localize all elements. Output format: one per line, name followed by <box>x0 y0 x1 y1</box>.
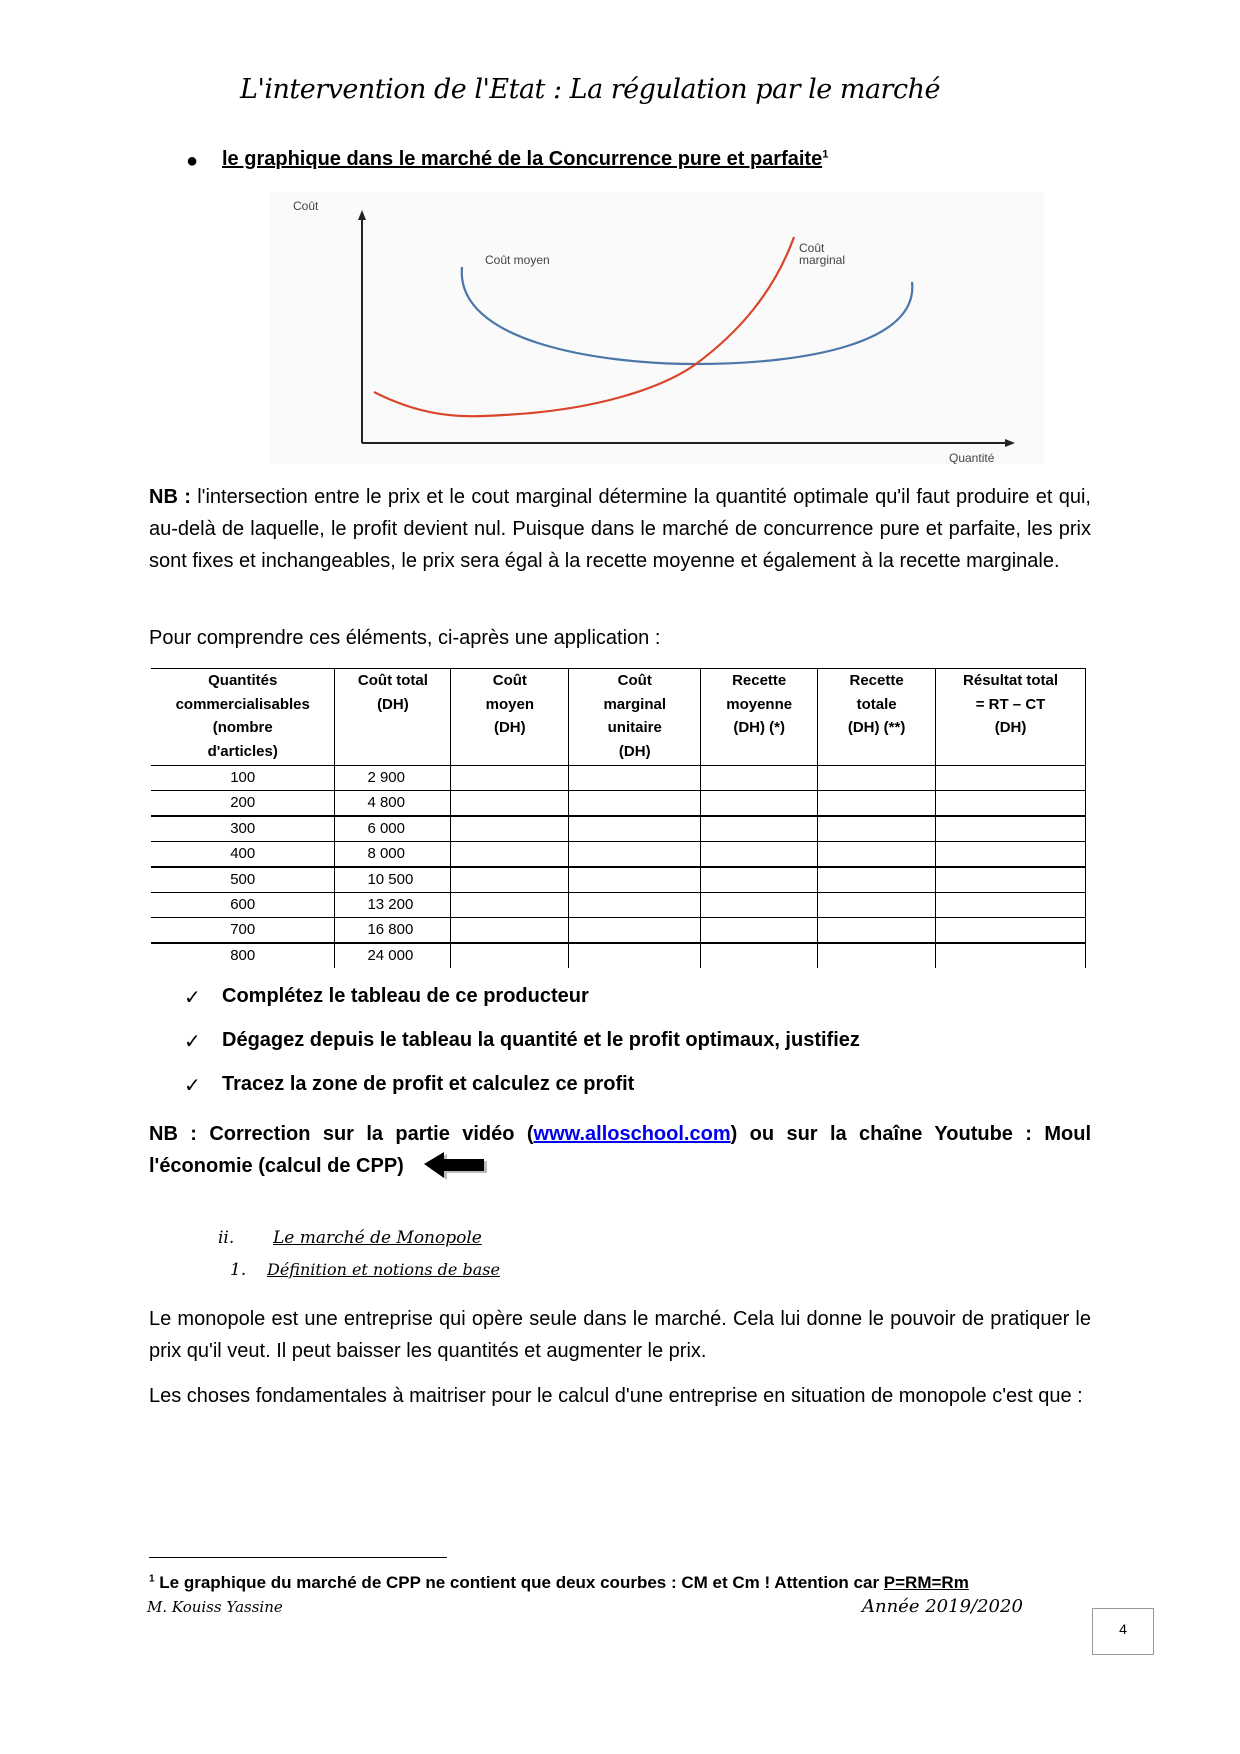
table-cell-empty[interactable] <box>569 766 701 791</box>
column-header-line: (DH) (**) <box>847 719 906 736</box>
section-heading-text: le graphique dans le marché de la Concurrence pure et parfaite <box>222 148 823 170</box>
table-cell-empty[interactable] <box>701 867 818 893</box>
table-cell-empty[interactable] <box>818 766 936 791</box>
task-item: Tracez la zone de profit et calculez ce profit <box>222 1073 635 1095</box>
column-header <box>151 669 335 766</box>
table-cell-empty[interactable] <box>936 791 1086 817</box>
column-header-line: Quantités <box>208 672 278 689</box>
checkmark-icon: ✓ <box>184 1031 201 1053</box>
subsection1-title: Définition et notions de base <box>267 1260 500 1279</box>
table-cell: 700 <box>151 918 335 944</box>
column-header <box>335 669 451 766</box>
table-cell-empty[interactable] <box>818 918 936 944</box>
table-cell-empty[interactable] <box>451 766 569 791</box>
table-cell-empty[interactable] <box>936 918 1086 944</box>
table-cell: 24 000 <box>335 943 451 968</box>
column-header <box>569 669 701 766</box>
column-header-line: Coût total <box>357 672 428 689</box>
marginal-cost-label-1: Coût <box>799 241 825 255</box>
column-header-line: Coût <box>617 672 652 689</box>
table-row <box>151 791 1086 817</box>
table-cell: 300 <box>151 816 335 842</box>
marginal-cost-label-2: marginal <box>799 253 846 267</box>
table-cell: 200 <box>151 791 335 817</box>
column-header-line: moyen <box>485 695 534 713</box>
table-cell: 2 900 <box>335 766 451 791</box>
column-header-line: totale <box>856 695 897 713</box>
table-cell: 600 <box>151 893 335 918</box>
column-header <box>701 669 818 766</box>
column-header <box>451 669 569 766</box>
table-cell-empty[interactable] <box>569 816 701 842</box>
footer-author: M. Kouiss Yassine <box>147 1598 283 1616</box>
column-header-line: (DH) <box>493 719 526 736</box>
table-cell-empty[interactable] <box>569 943 701 968</box>
footnote-number: 1 <box>149 1573 155 1585</box>
section2-title: Le marché de Monopole <box>273 1228 482 1248</box>
footnote-separator <box>149 1557 447 1558</box>
table-cell-empty[interactable] <box>451 816 569 842</box>
table-cell: 500 <box>151 867 335 893</box>
cost-curves-diagram <box>269 192 1044 464</box>
table-cell-empty[interactable] <box>818 867 936 893</box>
column-header <box>818 669 936 766</box>
arrow-left-icon <box>422 1152 488 1180</box>
table-cell-empty[interactable] <box>701 791 818 817</box>
table-row <box>151 893 1086 918</box>
column-header <box>936 669 1086 766</box>
table-header-row <box>151 669 1086 766</box>
table-cell: 400 <box>151 842 335 868</box>
table-cell-empty[interactable] <box>701 893 818 918</box>
footer-year: Année 2019/2020 <box>862 1596 1023 1617</box>
table-cell-empty[interactable] <box>569 791 701 817</box>
alloschool-link[interactable]: www.alloschool.com <box>533 1123 731 1145</box>
task-item: Dégagez depuis le tableau la quantité et le profit optimaux, justifiez <box>222 1029 860 1051</box>
table-row <box>151 766 1086 791</box>
table-cell-empty[interactable] <box>701 816 818 842</box>
table-cell-empty[interactable] <box>818 791 936 817</box>
nb2-paragraph <box>149 1118 1091 1182</box>
table-cell-empty[interactable] <box>569 893 701 918</box>
table-cell-empty[interactable] <box>818 893 936 918</box>
table-body <box>151 766 1086 969</box>
column-header-line: marginal <box>603 695 666 713</box>
table-cell-empty[interactable] <box>818 816 936 842</box>
table-cell-empty[interactable] <box>818 842 936 868</box>
column-header-line: commercialisables <box>175 695 310 713</box>
column-header-line: Coût <box>492 672 527 689</box>
nb-label: NB : <box>149 486 191 508</box>
subsection1-number: 1. <box>230 1260 247 1280</box>
checkmark-icon: ✓ <box>184 987 201 1009</box>
table-cell: 8 000 <box>335 842 451 868</box>
table-cell: 800 <box>151 943 335 968</box>
table-cell-empty[interactable] <box>936 867 1086 893</box>
table-cell-empty[interactable] <box>451 842 569 868</box>
application-intro: Pour comprendre ces éléments, ci-après une application : <box>149 627 661 649</box>
section2-number: ii. <box>218 1228 235 1248</box>
x-axis-arrow-icon <box>1005 439 1015 447</box>
table-cell-empty[interactable] <box>569 867 701 893</box>
table-row <box>151 842 1086 868</box>
section-heading <box>222 148 828 171</box>
column-header-line: d'articles) <box>207 742 278 760</box>
table-cell-empty[interactable] <box>451 943 569 968</box>
table-cell: 10 500 <box>335 867 451 893</box>
nb2-text-before: Correction sur la partie vidéo ( <box>196 1123 534 1145</box>
table-row <box>151 867 1086 893</box>
fundamentals-paragraph: Les choses fondamentales à maitriser pour le calcul d'une entreprise en situation de monopole c'est que : <box>149 1385 1083 1407</box>
table-cell: 6 000 <box>335 816 451 842</box>
table-cell: 16 800 <box>335 918 451 944</box>
nb-paragraph <box>149 481 1091 577</box>
table-row <box>151 918 1086 944</box>
table-cell-empty[interactable] <box>936 766 1086 791</box>
table-cell: 13 200 <box>335 893 451 918</box>
table-cell-empty[interactable] <box>936 893 1086 918</box>
table-cell: 4 800 <box>335 791 451 817</box>
footnote-underlined: P=RM=Rm <box>883 1573 969 1592</box>
bullet-icon: ● <box>186 150 199 172</box>
column-header-line: Résultat total <box>963 672 1059 689</box>
table-row <box>151 816 1086 842</box>
table-cell-empty[interactable] <box>818 943 936 968</box>
y-axis-arrow-icon <box>358 210 366 220</box>
average-cost-curve <box>462 267 913 364</box>
column-header-line: (DH) <box>994 719 1027 736</box>
table-cell-empty[interactable] <box>451 867 569 893</box>
task-item: Complétez le tableau de ce producteur <box>222 985 589 1007</box>
y-axis-label: Coût <box>293 199 319 213</box>
table-cell-empty[interactable] <box>569 842 701 868</box>
table-cell-empty[interactable] <box>451 791 569 817</box>
table-cell-empty[interactable] <box>701 943 818 968</box>
nb-text: l'intersection entre le prix et le cout marginal détermine la quantité optimale qu'il faut produire et qui, au-delà de laquelle, le profit devient nul. Puisque dans le marché de concurrence pure et parfaite, les prix sont fixes et inchangeables, le prix sera égal à la recette moyenne et également à la recette marginale. <box>149 486 1091 572</box>
column-header-line: (DH) (*) <box>733 719 785 736</box>
cost-table <box>151 668 1086 968</box>
footnote-text: Le graphique du marché de CPP ne contient que deux courbes : CM et Cm ! Attention car <box>154 1573 884 1592</box>
x-axis-label: Quantité <box>949 451 995 464</box>
column-header-line: (DH) <box>377 695 409 713</box>
nb2-text-after: ) ou sur la chaîne Youtube : Moul l'économie (calcul de CPP) <box>149 1123 1092 1177</box>
table-row <box>151 943 1086 968</box>
column-header-line: Recette <box>849 672 904 689</box>
table-cell-empty[interactable] <box>936 816 1086 842</box>
table-cell-empty[interactable] <box>569 918 701 944</box>
footnote-ref: 1 <box>822 148 829 161</box>
footnote <box>149 1573 969 1593</box>
nb2-label: NB : <box>149 1123 197 1145</box>
page-number: 4 <box>1092 1608 1154 1655</box>
average-cost-label: Coût moyen <box>485 253 550 267</box>
column-header-line: unitaire <box>607 719 662 736</box>
table-cell-empty[interactable] <box>701 766 818 791</box>
column-header-line: (nombre <box>212 719 273 736</box>
table-cell-empty[interactable] <box>701 918 818 944</box>
column-header-line: (DH) <box>618 742 651 760</box>
table-cell-empty[interactable] <box>936 943 1086 968</box>
column-header-line: Recette <box>732 672 787 689</box>
marginal-cost-curve <box>374 237 794 416</box>
table-cell-empty[interactable] <box>451 893 569 918</box>
page-title: L'intervention de l'Etat : La régulation par le marché <box>240 74 940 105</box>
column-header-line: moyenne <box>726 695 793 713</box>
table-cell-empty[interactable] <box>701 842 818 868</box>
checkmark-icon: ✓ <box>184 1075 201 1097</box>
monopole-paragraph: Le monopole est une entreprise qui opère seule dans le marché. Cela lui donne le pouvoir de pratiquer le prix qu'il veut. Il peut baisser les quantités et augmenter le prix. <box>149 1308 1091 1362</box>
table-cell-empty[interactable] <box>936 842 1086 868</box>
table-cell: 100 <box>151 766 335 791</box>
column-header-line: = RT – CT <box>975 695 1046 713</box>
table-cell-empty[interactable] <box>451 918 569 944</box>
